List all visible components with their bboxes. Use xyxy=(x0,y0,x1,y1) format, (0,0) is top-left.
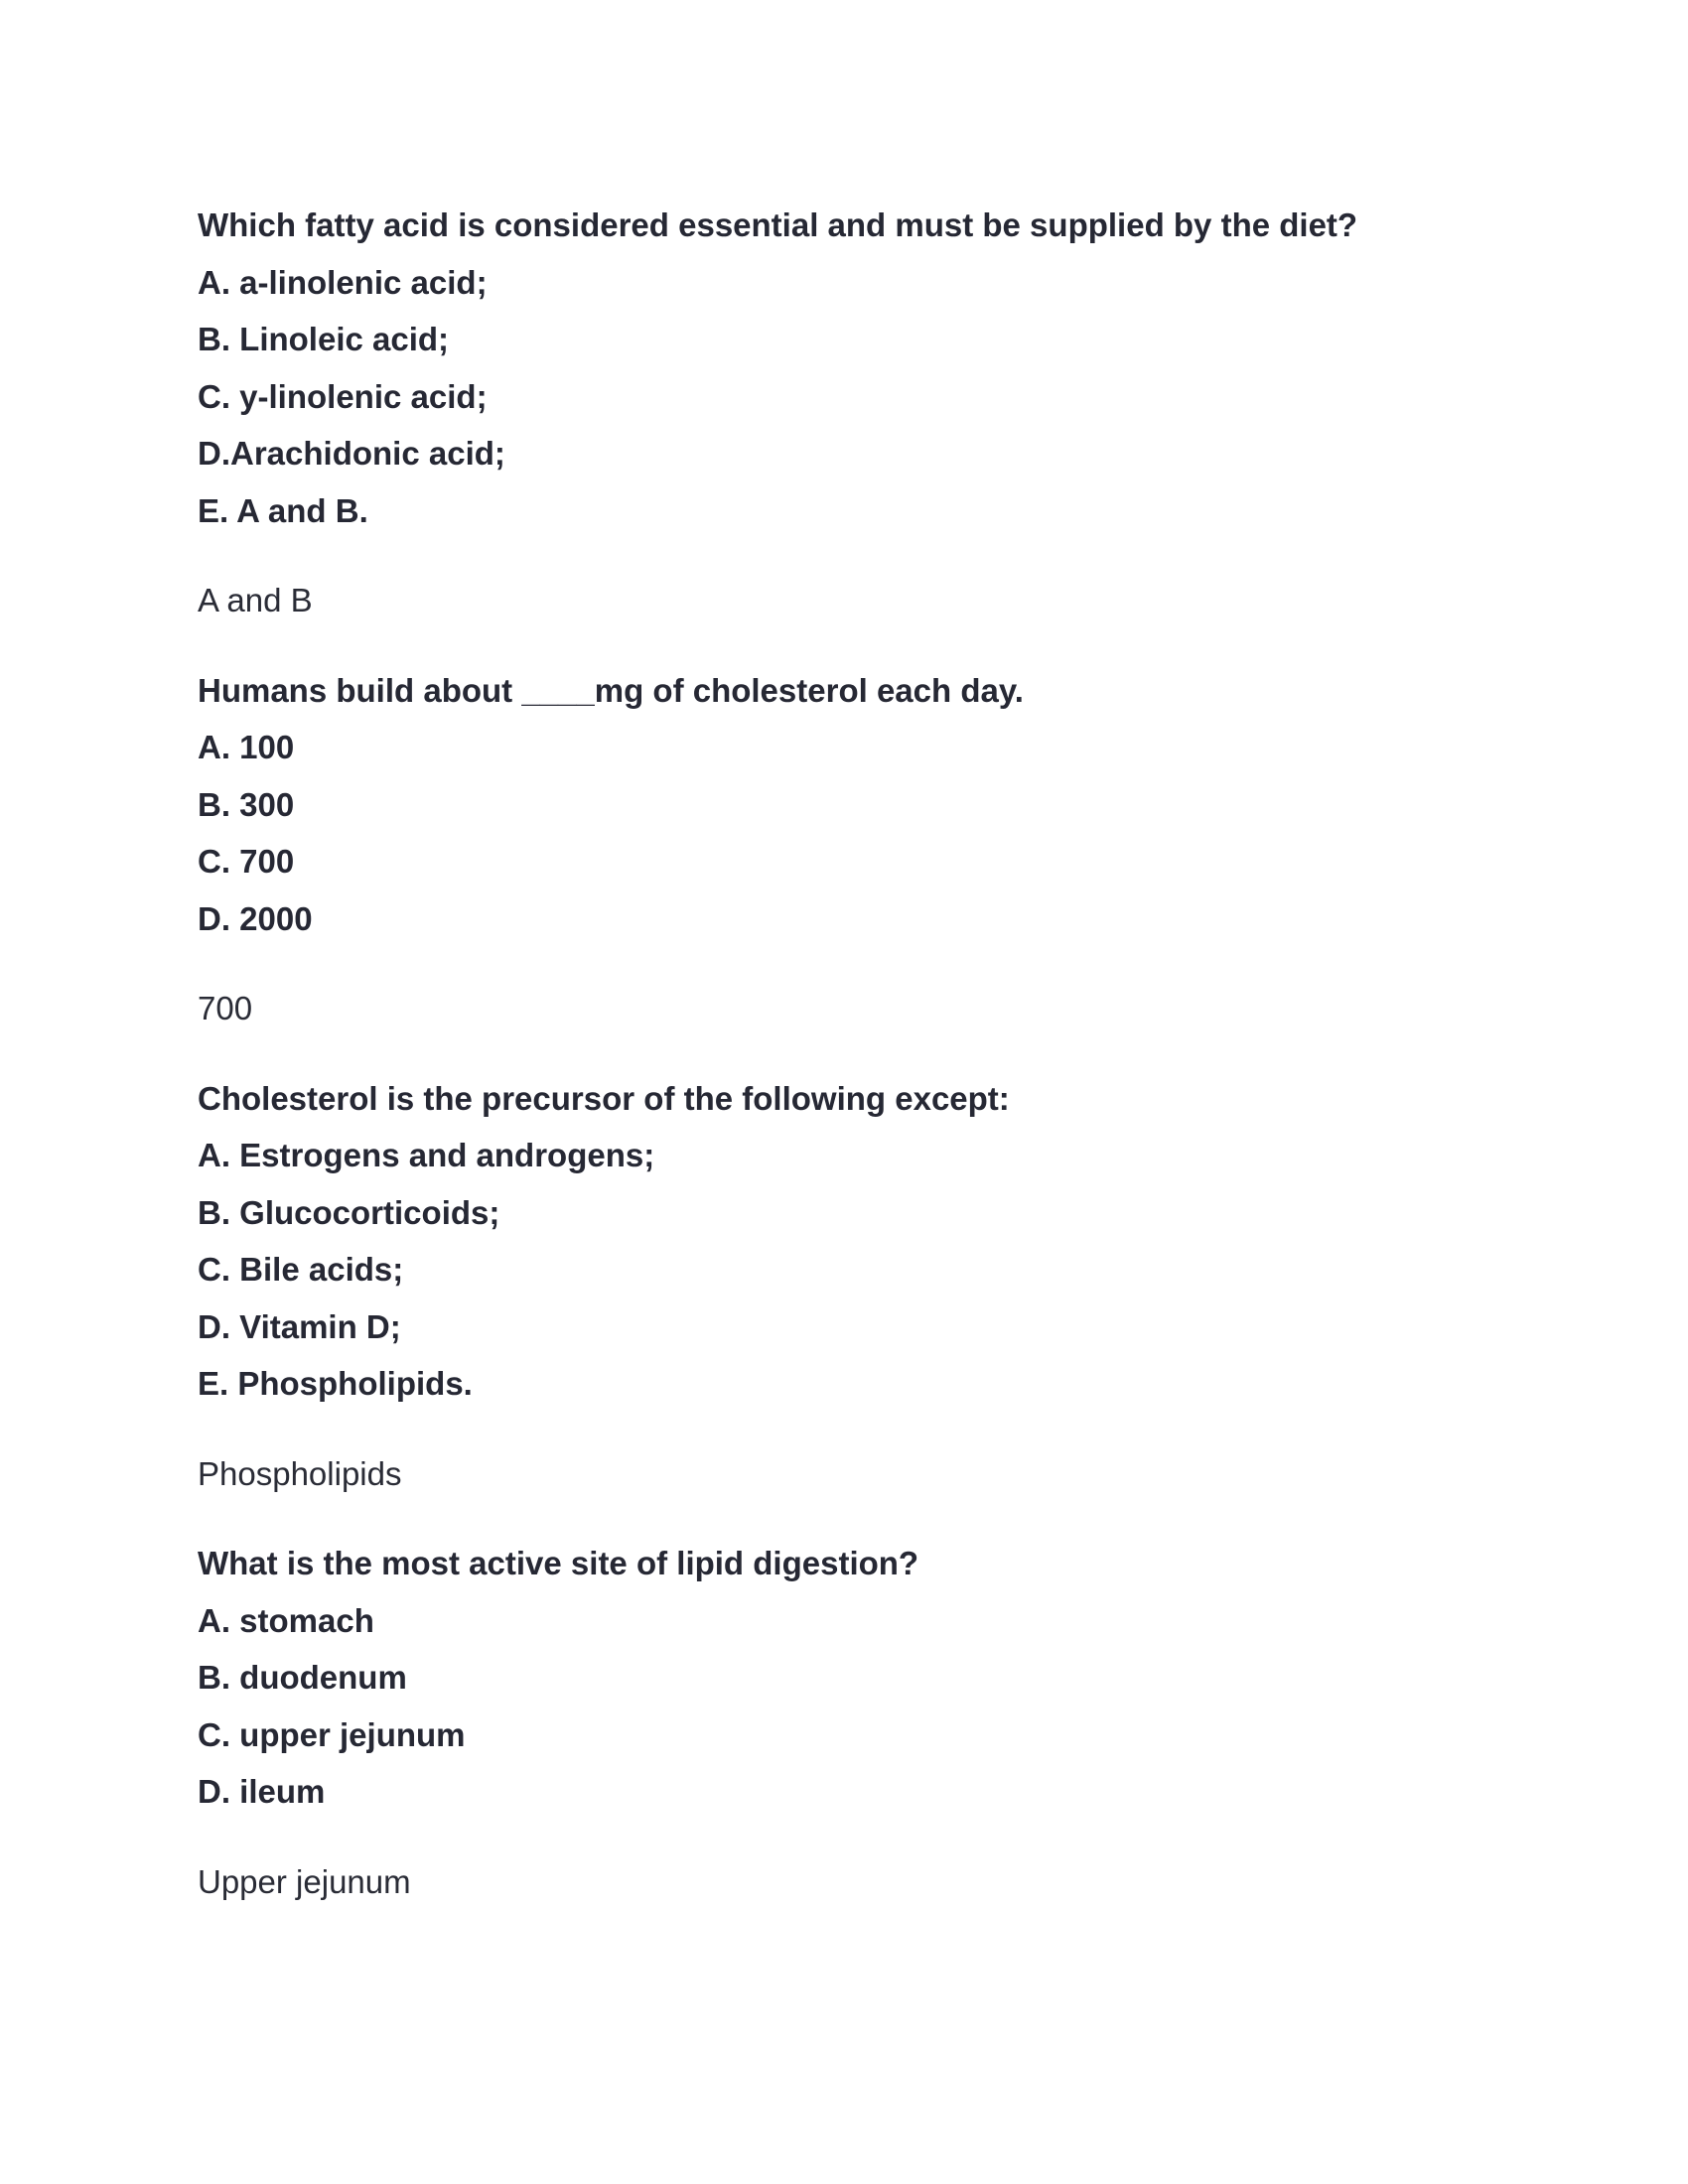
option-e: E. A and B. xyxy=(198,491,368,529)
option-d: D. 2000 xyxy=(198,899,313,937)
question-text: Humans build about ____mg of cholesterol each day. xyxy=(198,671,1024,709)
option-c: C. 700 xyxy=(198,843,295,880)
question-block-2 xyxy=(198,662,1488,1037)
answer-text: A and B xyxy=(198,582,313,618)
option-c: C. Bile acids; xyxy=(198,1251,404,1288)
option-c: C. upper jejunum xyxy=(198,1715,466,1753)
question-text: Cholesterol is the precursor of the following except: xyxy=(198,1079,1010,1117)
option-a: A. a-linolenic acid; xyxy=(198,263,488,301)
option-b: B. Glucocorticoids; xyxy=(198,1193,500,1231)
option-b: B. 300 xyxy=(198,785,295,823)
question-text: Which fatty acid is considered essential and must be supplied by the diet? xyxy=(198,206,1358,243)
question-block-3 xyxy=(198,1070,1488,1503)
option-d: D. Vitamin D; xyxy=(198,1307,401,1345)
question-block-1 xyxy=(198,197,1488,629)
option-a: A. 100 xyxy=(198,729,295,765)
question-text: What is the most active site of lipid digestion? xyxy=(198,1545,919,1581)
option-a: A. Estrogens and androgens; xyxy=(198,1137,655,1173)
option-c: C. y-linolenic acid; xyxy=(198,377,488,415)
option-a: A. stomach xyxy=(198,1601,374,1639)
question-block-4 xyxy=(198,1535,1488,1910)
option-e: E. Phospholipids. xyxy=(198,1365,473,1402)
option-b: B. Linoleic acid; xyxy=(198,321,450,357)
quiz-content xyxy=(198,197,1488,1943)
answer-text: Phospholipids xyxy=(198,1454,402,1492)
answer-text: 700 xyxy=(198,990,253,1026)
option-d: D. ileum xyxy=(198,1773,326,1810)
answer-text: Upper jejunum xyxy=(198,1862,411,1900)
option-b: B. duodenum xyxy=(198,1659,407,1696)
option-d: D.Arachidonic acid; xyxy=(198,435,505,472)
